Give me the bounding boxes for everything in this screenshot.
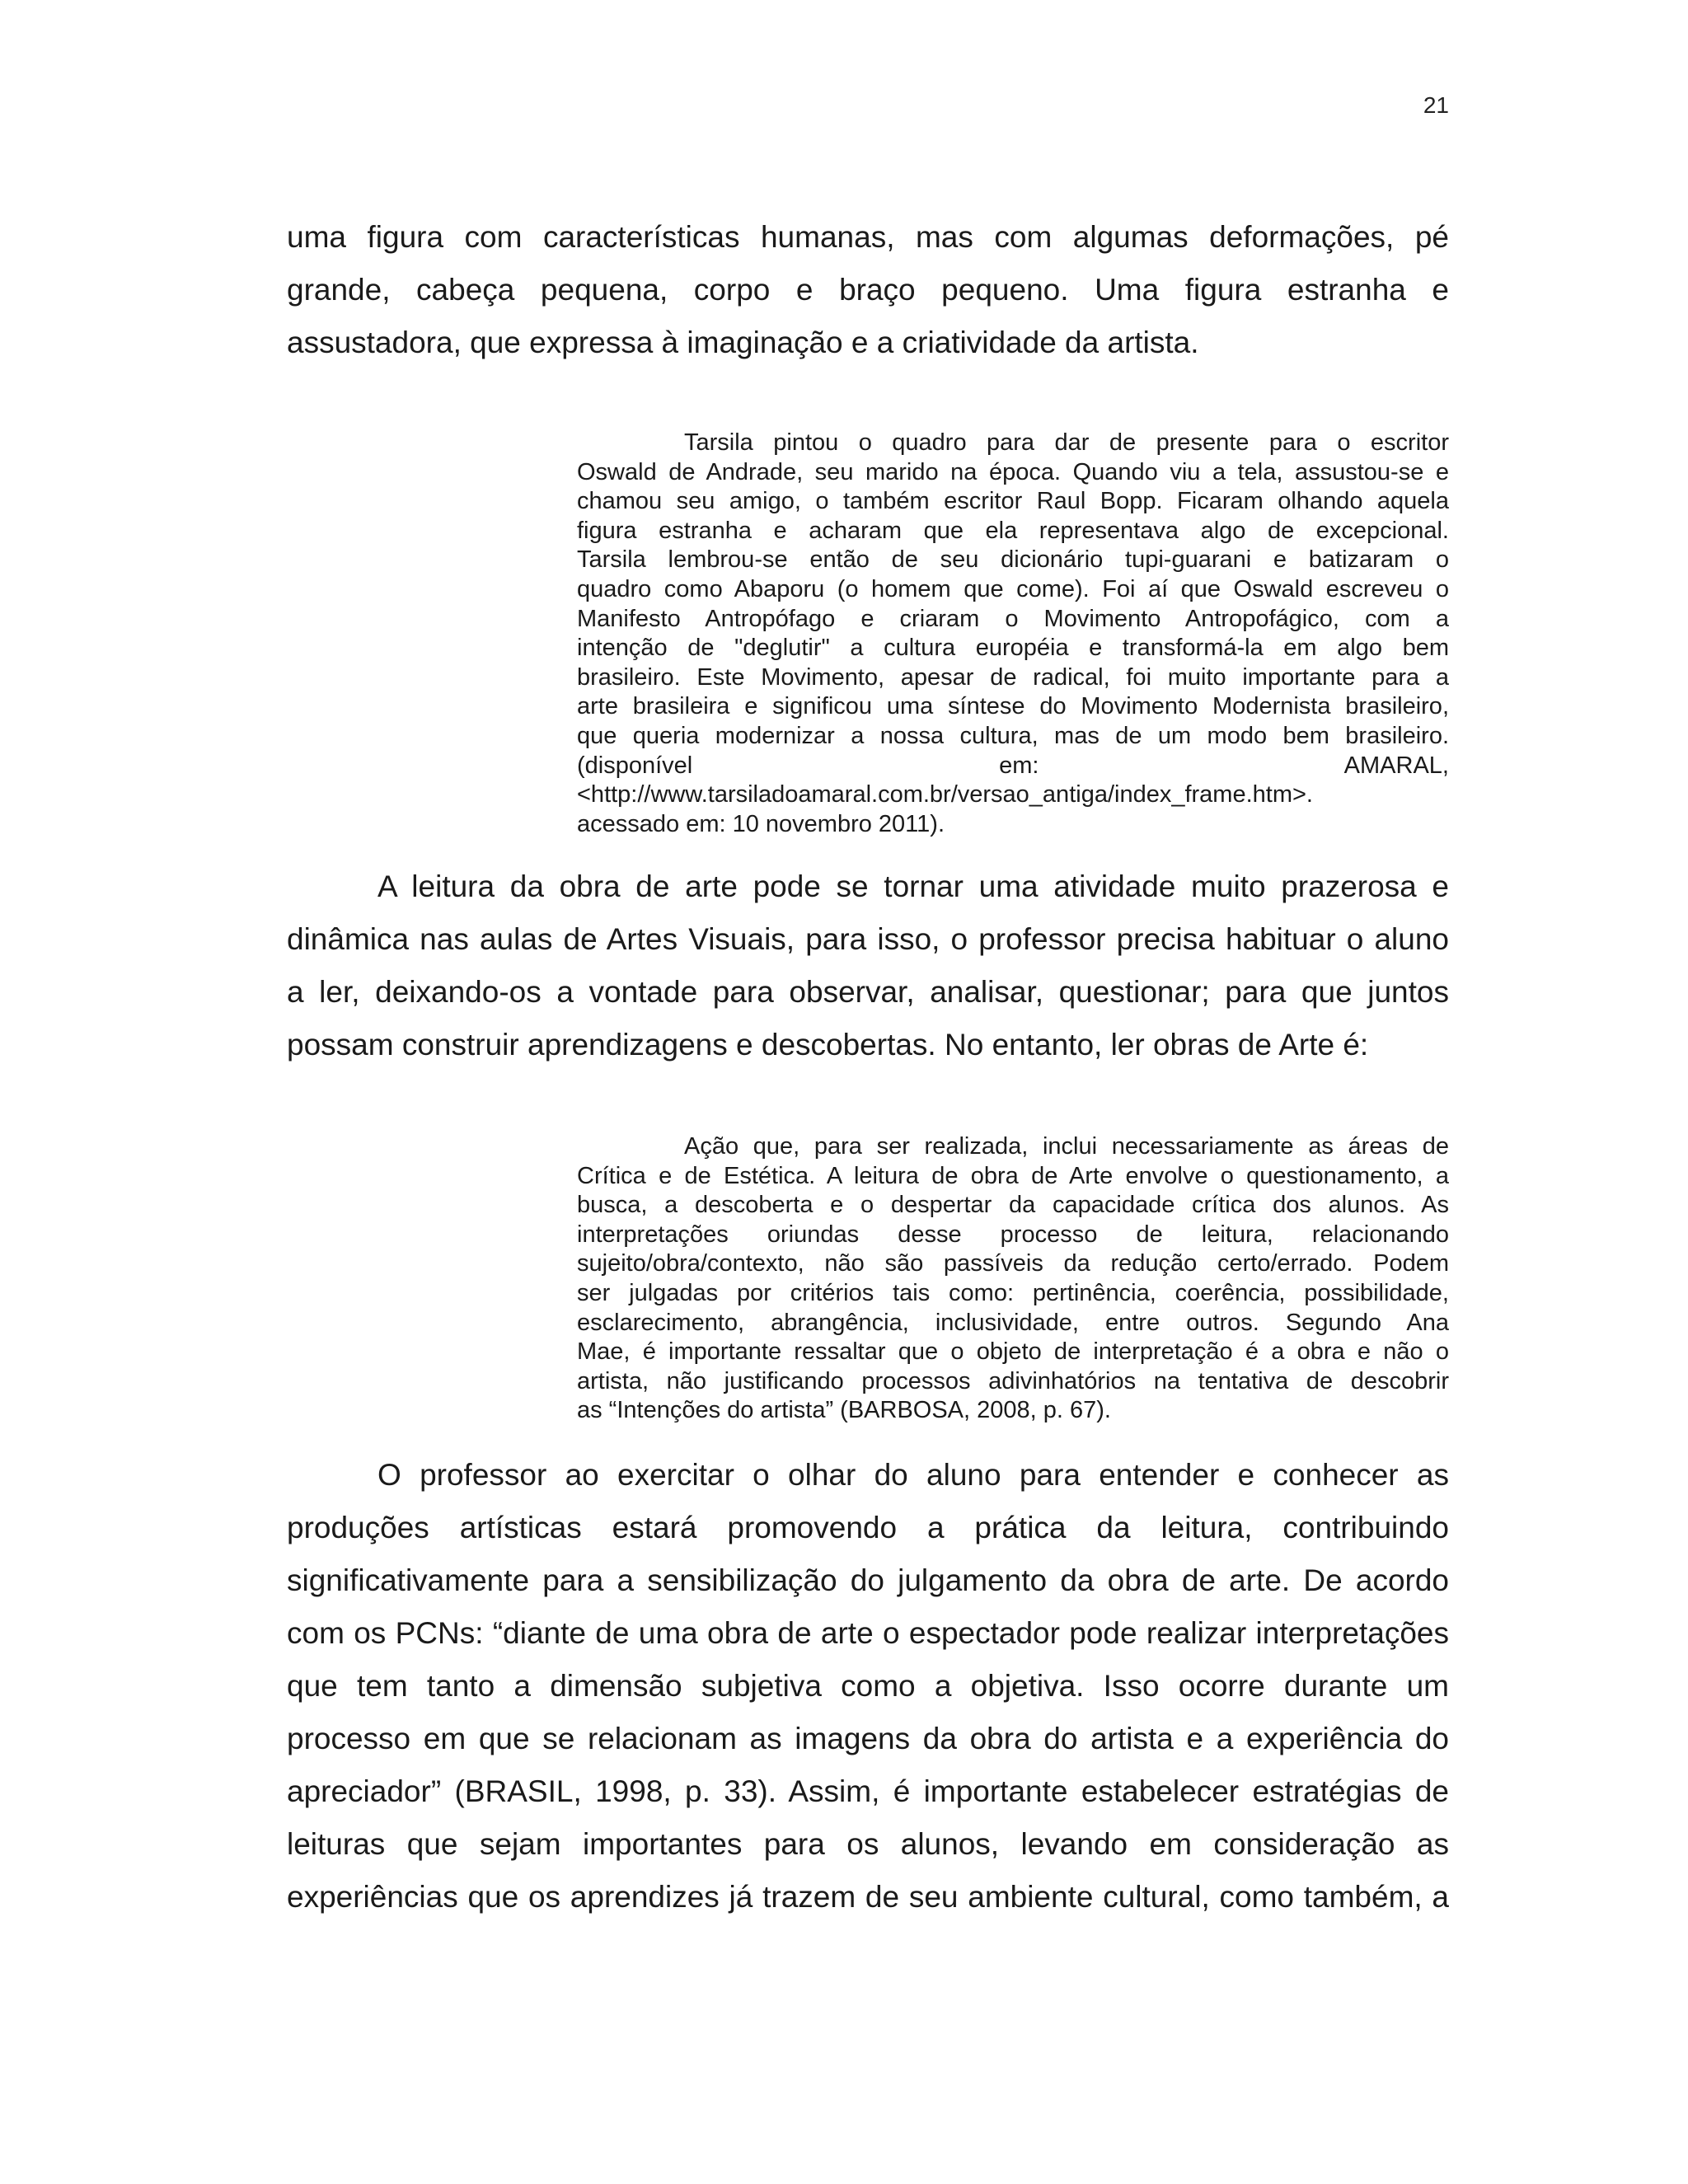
quote-line: Crítica e de Estética. A leitura de obra de Arte envolve o questionamento, a	[577, 1162, 1449, 1189]
paragraph-line: processo em que se relacionam as imagens da obra do artista e a experiência do	[287, 1722, 1449, 1755]
quote-line: Tarsila pintou o quadro para dar de presente para o escritor	[684, 429, 1449, 456]
block-quote-barbosa	[577, 1132, 1449, 1426]
quote-line: (disponível em: AMARAL,	[577, 752, 1449, 779]
paragraph-line: significativamente para a sensibilização do julgamento da obra de arte. De acordo	[287, 1563, 1449, 1597]
quote-line: arte brasileira e significou uma síntese do Movimento Modernista brasileiro,	[577, 693, 1449, 720]
paragraph-line: assustadora, que expressa à imaginação e a criatividade da artista.	[287, 326, 1199, 359]
quote-line: busca, a descoberta e o despertar da capacidade crítica dos alunos. As	[577, 1192, 1449, 1219]
paragraph-line: leituras que sejam importantes para os alunos, levando em consideração as	[287, 1827, 1449, 1861]
quote-line: Tarsila lembrou-se então de seu dicionário tupi-guarani e batizaram o	[577, 546, 1449, 574]
paragraph-line: a ler, deixando-os a vontade para observar, analisar, questionar; para que juntos	[287, 975, 1449, 1009]
body-paragraph-2	[287, 860, 1449, 1071]
paragraph-line: apreciador” (BRASIL, 1998, p. 33). Assim, é importante estabelecer estratégias de	[287, 1774, 1449, 1808]
quote-line: que queria modernizar a nossa cultura, mas de um modo bem brasileiro.	[577, 722, 1449, 749]
body-paragraph-1	[287, 211, 1449, 369]
quote-line: sujeito/obra/contexto, não são passíveis da redução certo/errado. Podem	[577, 1250, 1449, 1277]
quote-line: ser julgadas por critérios tais como: pertinência, coerência, possibilidade,	[577, 1279, 1449, 1306]
page-number: 21	[1423, 92, 1449, 118]
paragraph-line: que tem tanto a dimensão subjetiva como a objetiva. Isso ocorre durante um	[287, 1669, 1449, 1703]
quote-line: figura estranha e acharam que ela representava algo de excepcional.	[577, 517, 1449, 544]
quote-line: <http://www.tarsiladoamaral.com.br/versao_antiga/index_frame.htm>.	[577, 781, 1313, 808]
quote-line: artista, não justificando processos adivinhatórios na tentativa de descobrir	[577, 1367, 1449, 1394]
quote-line: brasileiro. Este Movimento, apesar de radical, foi muito importante para a	[577, 663, 1449, 691]
paragraph-line: produções artísticas estará promovendo a prática da leitura, contribuindo	[287, 1511, 1449, 1544]
quote-line: chamou seu amigo, o também escritor Raul Bopp. Ficaram olhando aquela	[577, 488, 1449, 515]
paragraph-line: A leitura da obra de arte pode se tornar uma atividade muito prazerosa e	[377, 869, 1449, 903]
paragraph-line: possam construir aprendizagens e descobertas. No entanto, ler obras de Arte é:	[287, 1028, 1369, 1062]
quote-line: quadro como Abaporu (o homem que come). Foi aí que Oswald escreveu o	[577, 575, 1449, 602]
block-quote-tarsila	[577, 429, 1449, 839]
paragraph-line: uma figura com características humanas, mas com algumas deformações, pé	[287, 220, 1449, 254]
paragraph-line: experiências que os aprendizes já trazem de seu ambiente cultural, como também, a	[287, 1880, 1449, 1914]
quote-line: esclarecimento, abrangência, inclusividade, entre outros. Segundo Ana	[577, 1309, 1449, 1336]
body-paragraph-3	[287, 1449, 1449, 1924]
paragraph-line: com os PCNs: “diante de uma obra de arte o espectador pode realizar interpretações	[287, 1616, 1449, 1650]
quote-line: Oswald de Andrade, seu marido na época. Quando viu a tela, assustou-se e	[577, 458, 1449, 485]
quote-line: Mae, é importante ressaltar que o objeto de interpretação é a obra e não o	[577, 1338, 1449, 1366]
paragraph-line: dinâmica nas aulas de Artes Visuais, para isso, o professor precisa habituar o aluno	[287, 922, 1449, 956]
paragraph-line: O professor ao exercitar o olhar do aluno para entender e conhecer as	[377, 1458, 1449, 1492]
quote-line: interpretações oriundas desse processo de leitura, relacionando	[577, 1221, 1449, 1248]
quote-line: as “Intenções do artista” (BARBOSA, 2008, p. 67).	[577, 1397, 1111, 1424]
quote-line: Ação que, para ser realizada, inclui necessariamente as áreas de	[684, 1133, 1449, 1160]
paragraph-line: grande, cabeça pequena, corpo e braço pequeno. Uma figura estranha e	[287, 273, 1449, 307]
quote-line: intenção de "deglutir" a cultura européia e transformá-la em algo bem	[577, 635, 1449, 662]
quote-line: Manifesto Antropófago e criaram o Movimento Antropofágico, com a	[577, 605, 1449, 632]
quote-line: acessado em: 10 novembro 2011).	[577, 810, 945, 837]
